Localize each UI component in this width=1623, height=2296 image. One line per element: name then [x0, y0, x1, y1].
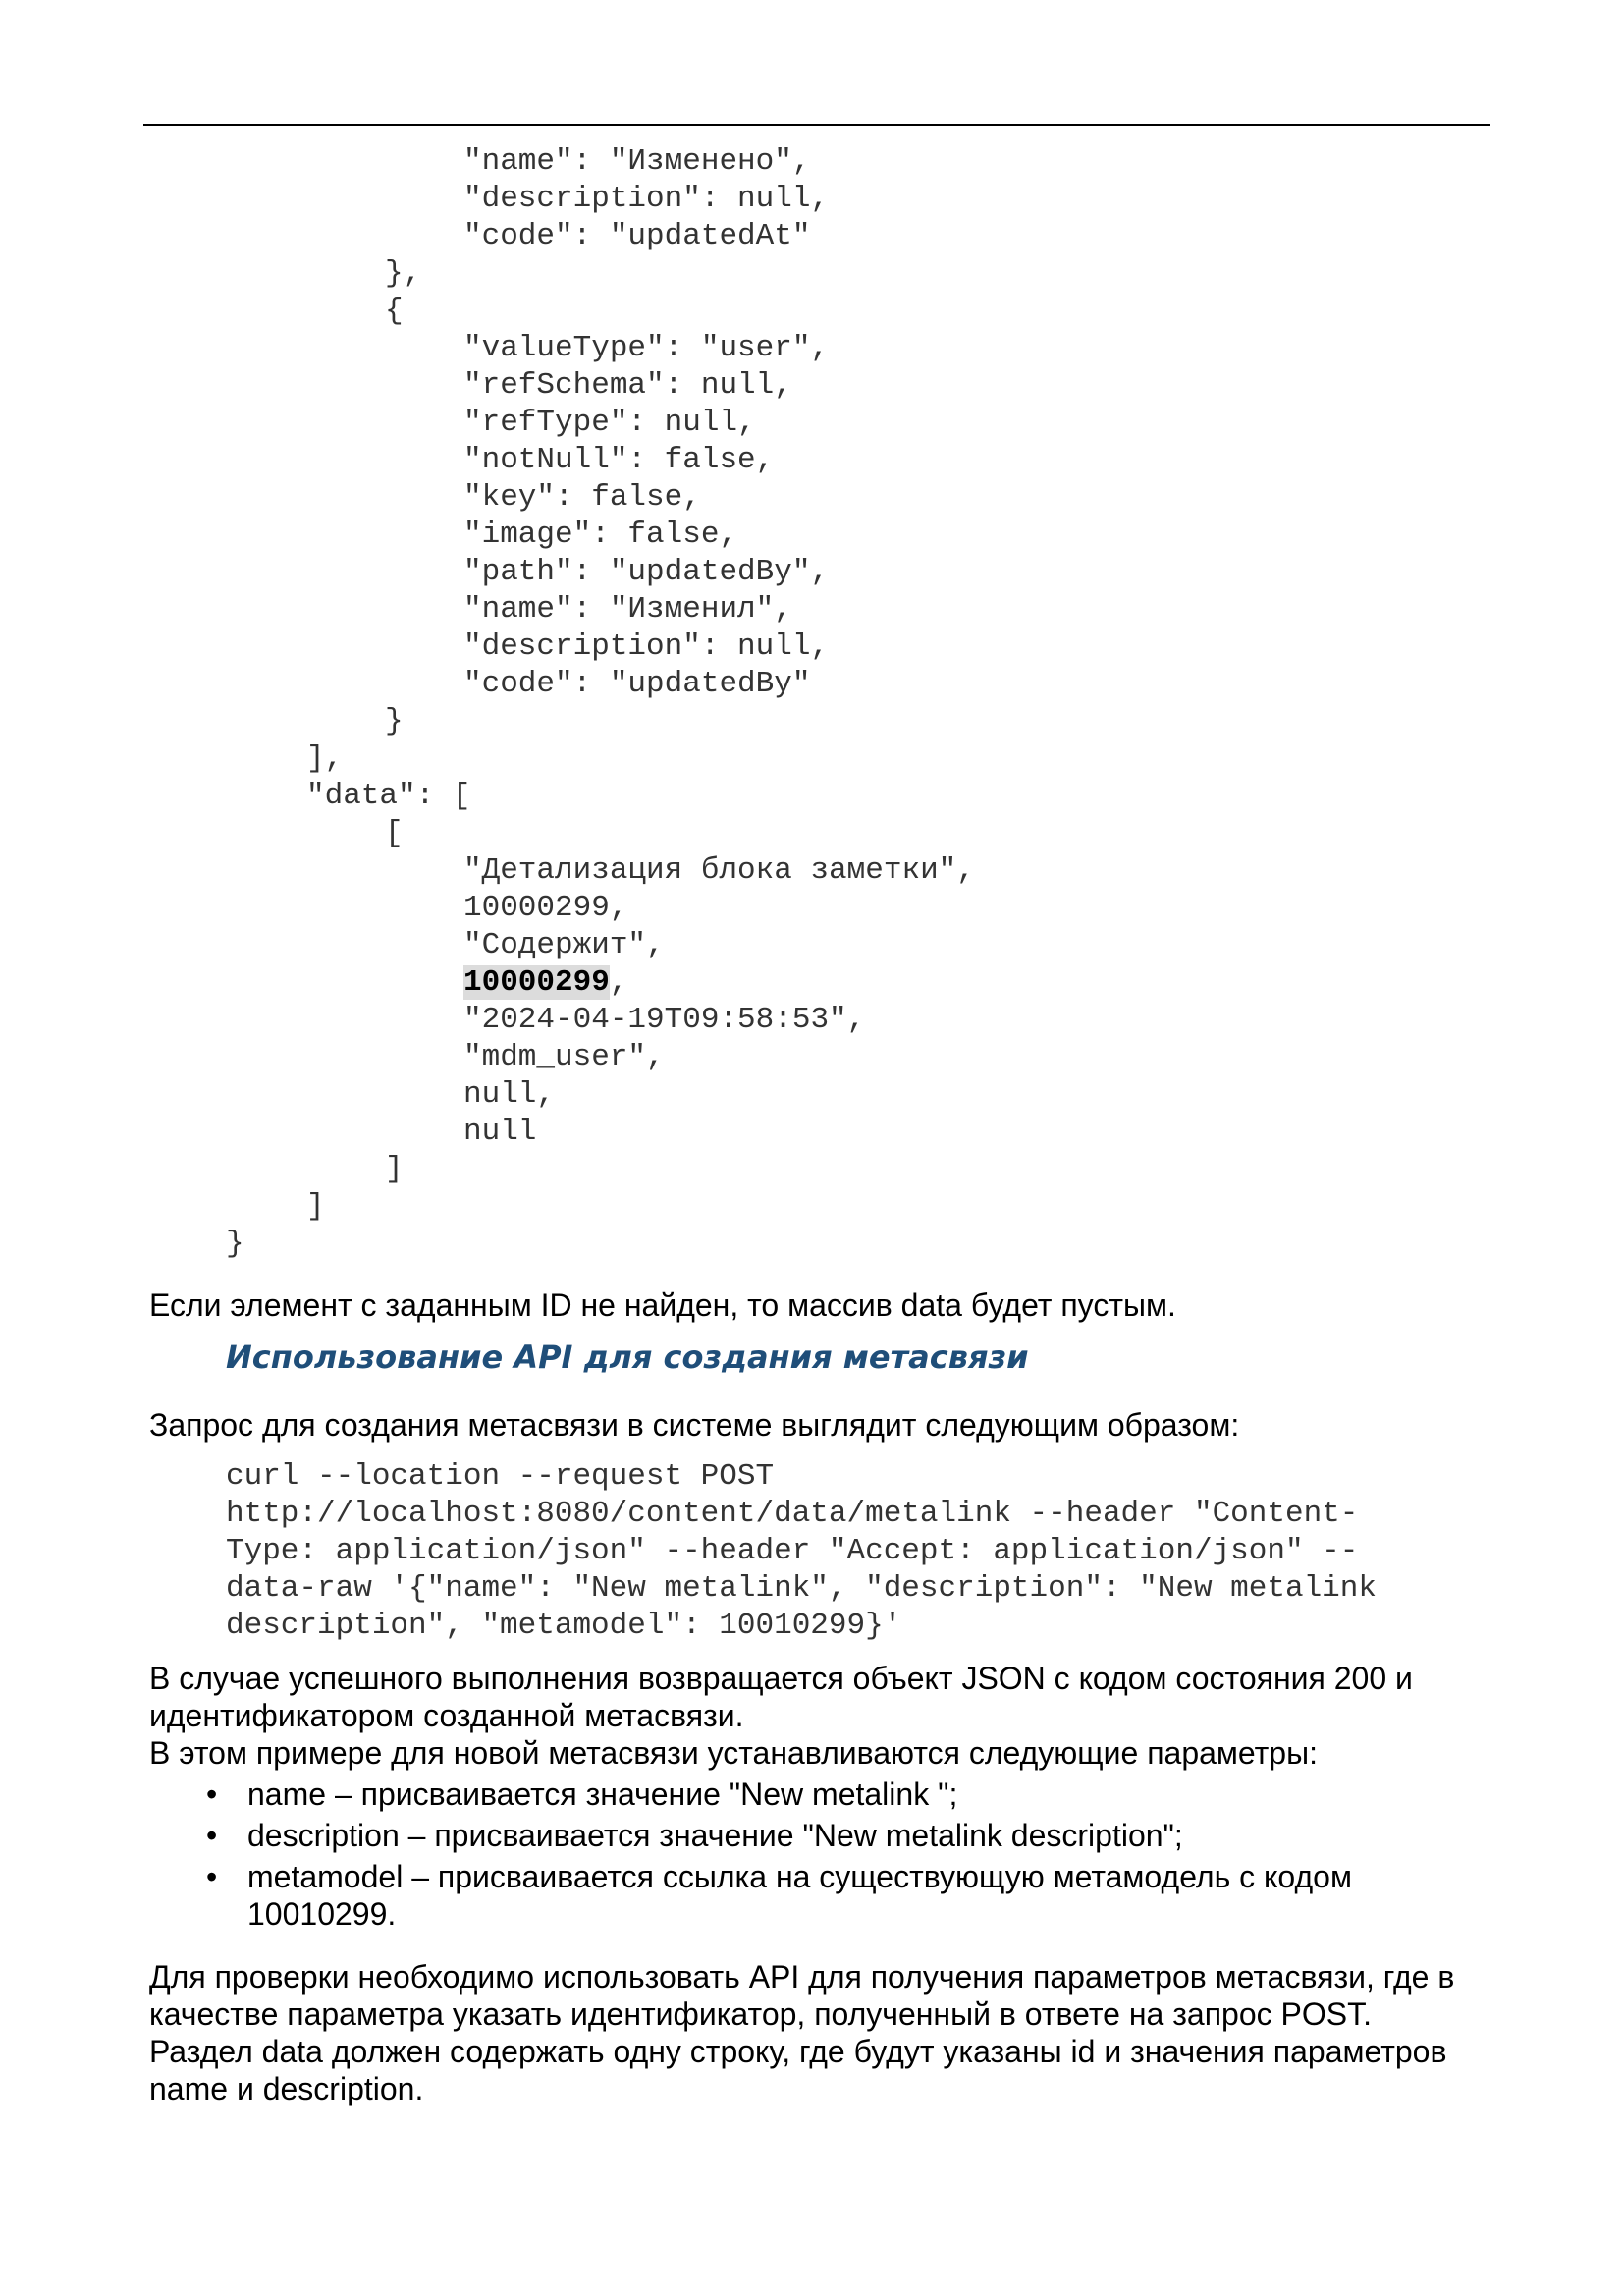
section-heading: Использование API для создания метасвязи	[226, 1339, 1029, 1376]
curl-line: data-raw '{"name": "New metalink", "description": "New metalink	[226, 1571, 1377, 1606]
code-line: {	[385, 294, 404, 328]
code-line: "path": "updatedBy",	[463, 555, 830, 589]
check-paragraph: Для проверки необходимо использовать API для получения параметров метасвязи, где в качестве параметра указать идентификатор, полученный в ответе на запрос POST.	[149, 1959, 1455, 2032]
code-line: ]	[385, 1152, 404, 1186]
code-line: "name": "Изменено",	[463, 144, 811, 179]
code-line: "notNull": false,	[463, 443, 775, 477]
code-line: ]	[306, 1189, 325, 1224]
code-line: "key": false,	[463, 480, 701, 515]
curl-line: description", "metamodel": 10010299}'	[226, 1609, 902, 1643]
code-line: ],	[306, 741, 344, 776]
success-description	[149, 1660, 1494, 1772]
code-line: "description": null,	[463, 629, 830, 664]
code-line: "refSchema": null,	[463, 368, 792, 403]
code-line: "Детализация блока заметки",	[463, 853, 975, 888]
bullet-icon: •	[206, 1818, 218, 1853]
request-intro: Запрос для создания метасвязи в системе выглядит следующим образом:	[149, 1407, 1240, 1443]
bullet-text-metamodel: metamodel – присваивается ссылка на существующую метамодель с кодом 10010299.	[247, 1859, 1352, 1932]
code-line: }	[385, 704, 404, 738]
highlighted-id: 10000299	[463, 965, 610, 1000]
not-found-note: Если элемент с заданным ID не найден, то массив data будет пустым.	[149, 1287, 1176, 1323]
curl-line: curl --location --request POST	[226, 1459, 775, 1494]
code-line: "Содержит",	[463, 928, 665, 962]
code-line: "code": "updatedBy"	[463, 667, 811, 701]
code-line: "data": [	[306, 779, 471, 813]
success-paragraph-2: В этом примере для новой метасвязи устанавливаются следующие параметры:	[149, 1735, 1318, 1771]
curl-request-code-block	[226, 1458, 1377, 1645]
code-line: [	[385, 816, 404, 850]
code-line: 10000299,	[463, 891, 628, 925]
bullet-text-name: name – присваивается значение "New metalink ";	[247, 1777, 958, 1812]
curl-line: Type: application/json" --header "Accept: application/json" --	[226, 1534, 1359, 1568]
bullet-icon: •	[206, 1777, 218, 1812]
code-line: "mdm_user",	[463, 1040, 665, 1074]
bullet-icon: •	[206, 1859, 218, 1894]
list-item	[202, 1858, 1479, 1933]
success-paragraph-1: В случае успешного выполнения возвращается объект JSON с кодом состояния 200 и идентификатором созданной метасвязи.	[149, 1661, 1413, 1733]
code-line: "2024-04-19T09:58:53",	[463, 1003, 866, 1037]
code-line: },	[385, 256, 422, 291]
closing-paragraphs	[149, 1958, 1494, 2107]
code-line: "code": "updatedAt"	[463, 219, 811, 253]
code-line: null,	[463, 1077, 556, 1112]
json-response-code-block	[0, 143, 975, 1263]
code-line: }	[226, 1227, 244, 1261]
code-line: "description": null,	[463, 182, 830, 216]
list-item	[202, 1776, 1479, 1813]
code-line	[0, 964, 975, 1002]
code-line: "valueType": "user",	[463, 331, 830, 365]
list-item	[202, 1817, 1479, 1854]
parameter-list	[202, 1776, 1479, 1937]
code-line: "refType": null,	[463, 406, 756, 440]
code-punctuation: ,	[609, 965, 628, 1000]
code-line: "image": false,	[463, 518, 738, 552]
page-header-rule	[143, 124, 1490, 126]
code-line: "name": "Изменил",	[463, 592, 792, 627]
bullet-text-description: description – присваивается значение "New metalink description";	[247, 1818, 1183, 1853]
curl-line: http://localhost:8080/content/data/metalink --header "Content-	[226, 1497, 1359, 1531]
code-line: null	[463, 1115, 537, 1149]
data-section-paragraph: Раздел data должен содержать одну строку, где будут указаны id и значения параметров name и description.	[149, 2034, 1447, 2106]
